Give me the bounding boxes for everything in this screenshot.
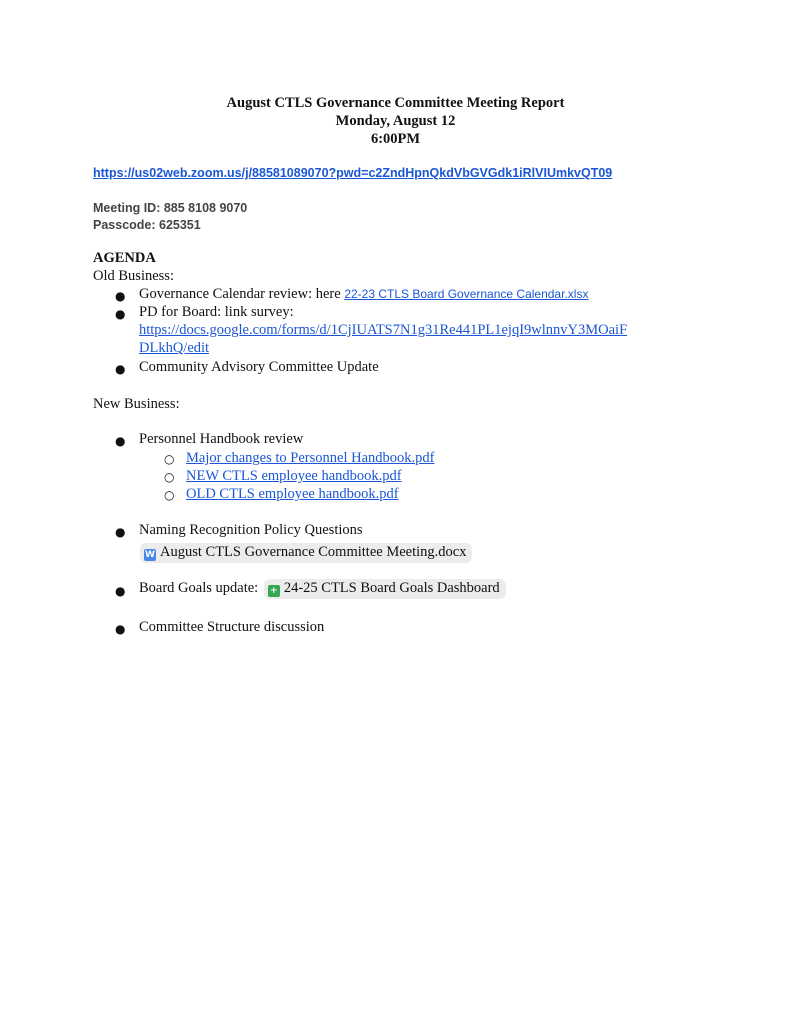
sheets-icon: +: [268, 585, 280, 597]
circle-bullet-icon: ○: [164, 470, 175, 484]
bullet-icon: ●: [115, 622, 126, 636]
list-item-personnel-handbook: Personnel Handbook review: [139, 431, 304, 447]
list-item-pd-board: PD for Board: link survey:: [139, 304, 294, 320]
goals-dashboard-chip[interactable]: [264, 579, 506, 599]
word-doc-icon: W: [145, 550, 155, 560]
meeting-passcode: Passcode: 625351: [93, 218, 201, 232]
major-changes-link[interactable]: Major changes to Personnel Handbook.pdf: [186, 450, 435, 466]
meeting-id: Meeting ID: 885 8108 9070: [93, 201, 248, 215]
zoom-link[interactable]: https://us02web.zoom.us/j/88581089070?pwd=c2ZndHpnQkdVbGVGdk1iRlVIUmkvQT09: [93, 166, 613, 180]
new-business-label: New Business:: [93, 396, 180, 412]
bullet-icon: ●: [115, 307, 126, 321]
pd-survey-link-line2[interactable]: DLkhQ/edit: [139, 340, 210, 356]
list-item-governance-calendar: [139, 286, 588, 303]
pd-survey-link-line1[interactable]: https://docs.google.com/forms/d/1CjIUATS7N1g31Re441PL1ejqI9wlnnvY3MOaiF: [139, 322, 628, 338]
list-item-community-advisory: Community Advisory Committee Update: [139, 359, 379, 375]
report-title: August CTLS Governance Committee Meeting Report: [226, 95, 565, 111]
bullet-icon: ●: [115, 584, 126, 598]
meeting-info: [93, 200, 247, 234]
old-handbook-link[interactable]: OLD CTLS employee handbook.pdf: [186, 486, 399, 502]
meeting-time: 6:00PM: [370, 131, 421, 147]
meeting-doc-chip[interactable]: [140, 541, 472, 563]
goals-dashboard-chip-label: 24-25 CTLS Board Goals Dashboard: [283, 580, 500, 596]
bullet-icon: ●: [115, 525, 126, 539]
bullet-icon: ●: [115, 434, 126, 448]
old-business-label: Old Business:: [93, 268, 174, 284]
meeting-doc-chip-body[interactable]: [140, 543, 472, 563]
bullet-icon: ●: [115, 362, 126, 376]
circle-bullet-icon: ○: [164, 452, 175, 466]
list-item-committee-structure: Committee Structure discussion: [139, 619, 325, 635]
agenda-heading: AGENDA: [93, 250, 156, 266]
board-goals-text: Board Goals update:: [139, 580, 259, 596]
new-handbook-link[interactable]: NEW CTLS employee handbook.pdf: [186, 468, 402, 484]
list-item-naming-recognition: Naming Recognition Policy Questions: [139, 522, 363, 538]
meeting-doc-chip-label: August CTLS Governance Committee Meeting.docx: [160, 544, 467, 560]
report-header: [0, 94, 791, 148]
governance-text: Governance Calendar review: here: [139, 286, 345, 302]
governance-calendar-link[interactable]: 22-23 CTLS Board Governance Calendar.xlsx: [344, 287, 589, 301]
circle-bullet-icon: ○: [164, 488, 175, 502]
meeting-date: Monday, August 12: [335, 113, 456, 129]
bullet-icon: ●: [115, 289, 126, 303]
list-item-board-goals: [139, 579, 506, 599]
